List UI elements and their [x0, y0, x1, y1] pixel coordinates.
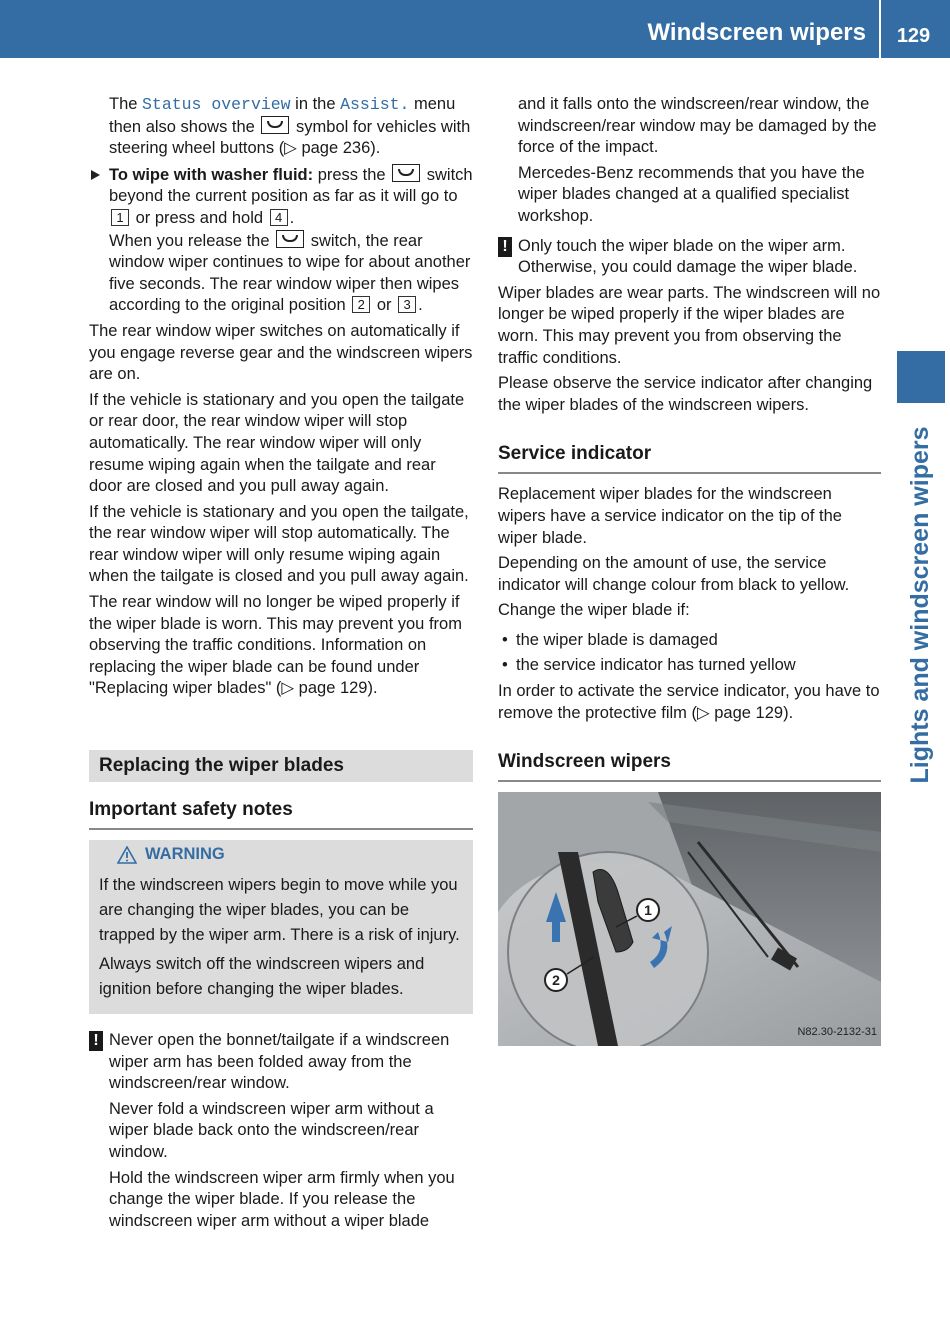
- chapter-side-label: Lights and windscreen wipers: [906, 426, 935, 784]
- section-heading: Replacing the wiper blades: [89, 750, 473, 782]
- caution-note-continued: and it falls onto the windscreen/rear window, the windscreen/rear window may be damaged by the force of the impact. Mercedes-Benz recommends that you have the wiper blades changed at a qualified specialist workshop.: [518, 95, 877, 225]
- body-paragraph: The rear window will no longer be wiped properly if the wiper blade is worn. This may prevent you from observing the traffic conditions. Information on replacing the wiper blade can be found under "Replacing wiper blades" (▷ page 129).: [89, 593, 462, 698]
- body-paragraph: In order to activate the service indicator, you have to remove the protective film (▷ page 129).: [498, 682, 880, 722]
- display-text-assist: Assist.: [340, 95, 410, 114]
- body-paragraph: Replacement wiper blades for the windscreen wipers have a service indicator on the tip of the wiper blade.: [498, 485, 842, 547]
- callout-2: 2: [552, 972, 560, 989]
- header-bar: [0, 0, 950, 58]
- list-item: • the wiper blade is damaged: [498, 630, 881, 652]
- rear-wiper-switch-icon: [276, 230, 304, 248]
- body-paragraph: The rear window wiper switches on automatically if you engage reverse gear and the windscreen wipers are on.: [89, 321, 473, 384]
- figure-reference-code: N82.30-2132-31: [797, 1025, 877, 1038]
- rear-wiper-symbol-icon: [261, 116, 289, 134]
- service-indicator-heading: Service indicator: [498, 442, 881, 474]
- page-number: 129: [896, 25, 931, 47]
- warning-box: [89, 840, 473, 1014]
- body-paragraph: Please observe the service indicator after changing the wiper blades of the windscreen wipers.: [498, 374, 873, 414]
- exclamation-icon: !: [89, 1031, 103, 1051]
- position-key-3: 3: [398, 296, 416, 313]
- position-key-2: 2: [352, 296, 370, 313]
- subsection-heading: Important safety notes: [89, 798, 473, 830]
- instruction-arrow-icon: [91, 170, 100, 180]
- wiper-diagram-svg: [498, 792, 881, 1046]
- instruction-step: To wipe with washer fluid: press the switch beyond the current position as far as it will go to 1 or press and hold 4 . When you release the switch, the rear window wiper continues to wipe for about another five seconds. The rear window wiper then wipes according to the original position 2 or 3 .: [89, 164, 473, 317]
- caution-note: ! Never open the bonnet/tailgate if a windscreen wiper arm has been folded away from the windscreen/rear window. Never fold a windscreen wiper arm without a wiper blade back onto the windscreen/rear window. Hold the windscreen wiper arm firmly when you change the wiper blade. If you release the windscreen wiper arm without a wiper blade: [89, 1030, 473, 1232]
- body-paragraph: If the vehicle is stationary and you open the tailgate or rear door, the rear window wiper will stop automatically. The rear window wiper will only resume wiping again when the tailgate and rear door are closed and you pull away again.: [89, 390, 465, 496]
- status-overview-paragraph: The Status overview in the Assist. menu then also shows the symbol for vehicles with steering wheel buttons (▷ page 236).: [109, 95, 471, 158]
- body-paragraph: If the vehicle is stationary and you open the tailgate, the rear window wiper will stop automatically. The rear window wiper will only resume wiping again when the tailgate is closed and you pull away again.: [89, 502, 469, 586]
- left-column: [89, 94, 473, 1236]
- right-column: [498, 94, 881, 1046]
- warning-text: If the windscreen wipers begin to move while you are changing the wiper blades, you can be trapped by the wiper arm. There is a risk of injury.: [99, 876, 460, 945]
- position-key-4: 4: [270, 209, 288, 226]
- wiper-blade-illustration: [498, 792, 881, 1046]
- list-item: • the service indicator has turned yellow: [498, 655, 881, 677]
- display-text-status-overview: Status overview: [142, 95, 291, 114]
- chapter-tab-marker: [897, 351, 945, 403]
- body-paragraph: Wiper blades are wear parts. The windscreen will no longer be wiped properly if the wiper blades are worn. This may prevent you from observing the traffic conditions.: [498, 283, 881, 367]
- warning-triangle-icon: [117, 846, 137, 864]
- warning-title: WARNING: [117, 842, 463, 867]
- body-paragraph: Depending on the amount of use, the service indicator will change colour from black to yellow.: [498, 554, 850, 594]
- callout-1: 1: [644, 902, 652, 919]
- body-paragraph: Change the wiper blade if:: [498, 601, 690, 620]
- page-title: Windscreen wipers: [647, 19, 866, 46]
- position-key-1: 1: [111, 209, 129, 226]
- rear-wiper-switch-icon: [392, 164, 420, 182]
- exclamation-icon: !: [498, 237, 512, 257]
- caution-note: ! Only touch the wiper blade on the wiper arm. Otherwise, you could damage the wiper blade.: [498, 236, 881, 279]
- warning-text: Always switch off the windscreen wipers and ignition before changing the wiper blades.: [99, 955, 425, 999]
- windscreen-wipers-heading: Windscreen wipers: [498, 750, 881, 782]
